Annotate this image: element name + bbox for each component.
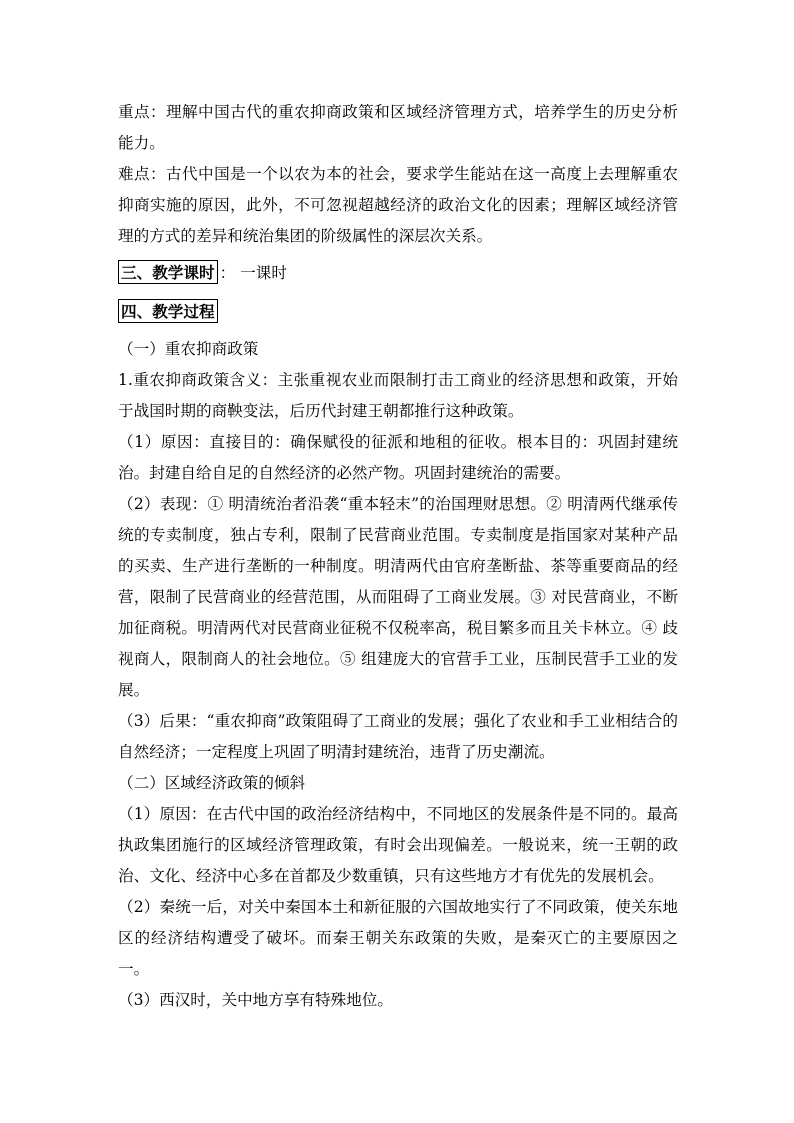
section-three-heading bbox=[118, 256, 678, 287]
manifestation-paragraph: （2）表现：① 明清统治者沿袭“重本轻末”的治国理财思想。② 明清两代继承传统的专卖制度，独占专利，限制了民营商业范围。专卖制度是指国家对某种产品的买卖、生产进行垄断的一种制度。明清两代由官府垄断盐、茶等重要商品的经营，限制了民营商业的经营范围，从而阻碍了工商业发展。③ 对民营商业，不断加征商税。明清两代对民营商业征税不仅税率高，税目繁多而且关卡林立。④ 歧视商人，限制商人的社会地位。⑤ 组建庞大的官营手工业，压制民营手工业的发展。 bbox=[118, 495, 678, 699]
regional-cause-paragraph: （1）原因：在古代中国的政治经济结构中，不同地区的发展条件是不同的。最高执政集团施行的区域经济管理政策，有时会出现偏差。一般说来，统一王朝的政治、文化、经济中心多在首都及少数重镇，只有这些地方才有优先的发展机会。 bbox=[118, 805, 678, 885]
western-han-paragraph: （3）西汉时，关中地方享有特殊地位。 bbox=[118, 991, 394, 1009]
section-three-value: ： 一课时 bbox=[219, 263, 287, 282]
difficulty-paragraph: 难点：古代中国是一个以农为本的社会，要求学生能站在这一高度上去理解重农抑商实施的原因，此外，不可忽视超越经济的政治文化的因素；理解区域经济管理的方式的差异和统治集团的阶级属性的深层次关系。 bbox=[118, 165, 678, 245]
policy-definition-paragraph: 1.重农抑商政策含义：主张重视农业而限制打击工商业的经济思想和政策，开始于战国时期的商鞅变法，后历代封建王朝都推行这种政策。 bbox=[118, 371, 678, 420]
consequence-paragraph: （3）后果：“重农抑商”政策阻碍了工商业的发展；强化了农业和手工业相结合的自然经济；一定程度上巩固了明清封建统治，违背了历史潮流。 bbox=[118, 712, 678, 761]
subsection-two-title: （二）区域经济政策的倾斜 bbox=[118, 774, 306, 792]
section-four-heading bbox=[118, 295, 678, 326]
subsection-one-title: （一）重农抑商政策 bbox=[118, 340, 259, 358]
cause-paragraph: （1）原因：直接目的：确保赋役的征派和地租的征收。根本目的：巩固封建统治。封建自给自足的自然经济的必然产物。巩固封建统治的需要。 bbox=[118, 433, 678, 482]
section-three-label: 三、教学课时 bbox=[118, 260, 218, 284]
qin-policy-paragraph: （2）秦统一后，对关中秦国本土和新征服的六国故地实行了不同政策，使关东地区的经济结构遭受了破坏。而秦王朝关东政策的失败，是秦灭亡的主要原因之一。 bbox=[118, 898, 678, 978]
key-point-paragraph: 重点：理解中国古代的重农抑商政策和区域经济管理方式，培养学生的历史分析能力。 bbox=[118, 103, 678, 152]
document-page bbox=[118, 97, 678, 1016]
section-four-label: 四、教学过程 bbox=[118, 299, 218, 323]
